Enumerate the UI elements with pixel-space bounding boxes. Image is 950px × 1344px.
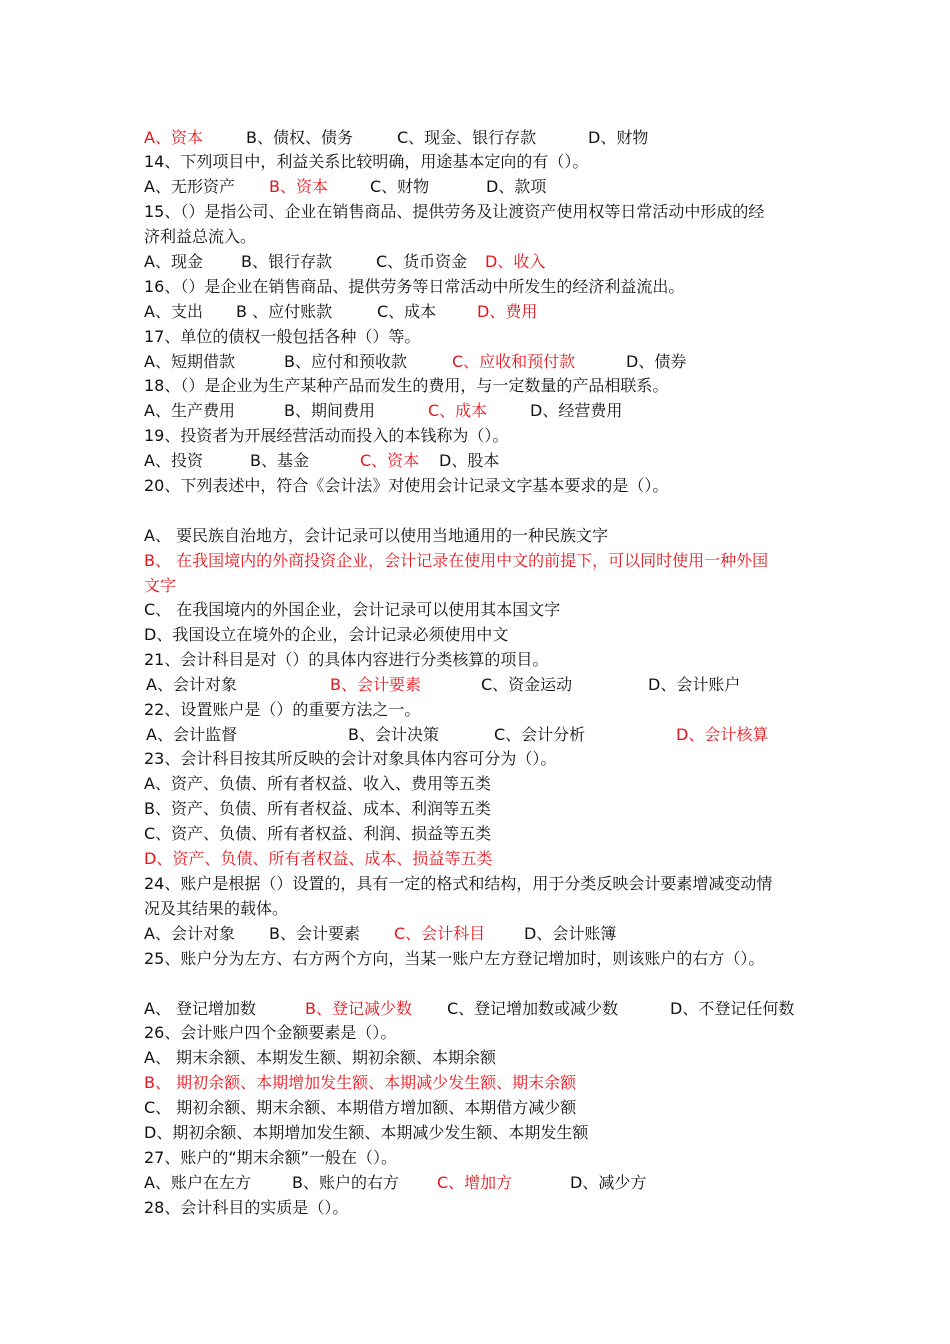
choice-a: A、 期末余额、本期发生额、期初余额、本期余额 (144, 1048, 497, 1067)
option-a: A、现金 (144, 252, 203, 271)
question-text: 18、（）是企业为生产某种产品而发生的费用，与一定数量的产品相联系。 (144, 376, 669, 395)
option-b: B 、应付账款 (236, 302, 333, 321)
option-a: A、支出 (144, 302, 203, 321)
option-a: A、资本 (144, 128, 203, 147)
option-c: C、增加方 (437, 1173, 513, 1192)
option-a: A、短期借款 (144, 352, 235, 371)
question-text: 24、账户是根据（）设置的，具有一定的格式和结构，用于分类反映会计要素增减变动情 (144, 874, 773, 893)
option-c: C、会计科目 (394, 924, 486, 943)
question-text: 27、账户的“期末余额”一般在（）。 (144, 1148, 397, 1167)
option-a: A、账户在左方 (144, 1173, 251, 1192)
choice-d: D、期初余额、本期增加发生额、本期减少发生额、本期发生额 (144, 1123, 589, 1142)
question-text: 15、（）是指公司、企业在销售商品、提供劳务及让渡资产使用权等日常活动中形成的经 (144, 202, 765, 221)
option-c: C、资金运动 (481, 675, 573, 694)
option-a: A、 登记增加数 (144, 999, 257, 1018)
option-b: B、会计要素 (269, 924, 360, 943)
option-b: B、账户的右方 (292, 1173, 399, 1192)
option-a: A、无形资产 (144, 177, 235, 196)
question-text: 19、投资者为开展经营活动而投入的本钱称为（）。 (144, 426, 509, 445)
question-text: 23、会计科目按其所反映的会计对象具体内容可分为（）。 (144, 749, 557, 768)
choice-b: B、资产、负债、所有者权益、成本、利润等五类 (144, 799, 491, 818)
option-c: C、资本 (360, 451, 420, 470)
option-d: D、会计账簿 (524, 924, 617, 943)
option-b: B、应付和预收款 (284, 352, 407, 371)
option-c: C、登记增加数或减少数 (447, 999, 619, 1018)
option-b: B、债权、债务 (246, 128, 353, 147)
question-text: 25、账户分为左方、右方两个方向，当某一账户左方登记增加时，则该账户的右方（）。 (144, 949, 765, 968)
option-a: A、会计对象 (144, 924, 235, 943)
choice-d-answer: D、资产、负债、所有者权益、成本、损益等五类 (144, 849, 493, 868)
option-c: C、会计分析 (494, 725, 586, 744)
question-text: 21、会计科目是对（）的具体内容进行分类核算的项目。 (144, 650, 549, 669)
option-a: A、会计监督 (146, 725, 237, 744)
option-d: D、经营费用 (530, 401, 623, 420)
option-d: D、股本 (439, 451, 500, 470)
option-d: D、会计核算 (676, 725, 769, 744)
question-text: 28、会计科目的实质是（）。 (144, 1198, 349, 1217)
choice-a: A、资产、负债、所有者权益、收入、费用等五类 (144, 774, 491, 793)
question-text: 20、下列表述中，符合《会计法》对使用会计记录文字基本要求的是（）。 (144, 476, 669, 495)
option-a: A、投资 (144, 451, 203, 470)
question-text: 17、单位的债权一般包括各种（）等。 (144, 327, 421, 346)
option-d: D、减少方 (570, 1173, 647, 1192)
option-d: D、会计账户 (648, 675, 741, 694)
option-d: D、不登记任何数 (670, 999, 795, 1018)
choice-c: C、资产、负债、所有者权益、利润、损益等五类 (144, 824, 492, 843)
option-c: C、货币资金 (376, 252, 468, 271)
option-c: C、成本 (428, 401, 488, 420)
option-b: B、资本 (269, 177, 328, 196)
choice-c: C、 期初余额、期末余额、本期借方增加额、本期借方减少额 (144, 1098, 577, 1117)
option-a: A、会计对象 (146, 675, 237, 694)
option-b: B、会计要素 (330, 675, 421, 694)
option-c: C、成本 (377, 302, 437, 321)
choice-d: D、我国设立在境外的企业，会计记录必须使用中文 (144, 625, 509, 644)
option-c: C、财物 (370, 177, 430, 196)
question-text: 22、设置账户是（）的重要方法之一。 (144, 700, 421, 719)
choice-b-continued: 文字 (144, 576, 177, 595)
option-c: C、现金、银行存款 (397, 128, 537, 147)
choice-b-answer: B、 在我国境内的外商投资企业，会计记录在使用中文的前提下，可以同时使用一种外国 (144, 551, 769, 570)
option-d: D、款项 (486, 177, 547, 196)
option-d: D、债券 (626, 352, 687, 371)
question-text-continued: 况及其结果的载体。 (144, 899, 289, 918)
option-b: B、基金 (250, 451, 309, 470)
choice-c: C、 在我国境内的外国企业，会计记录可以使用其本国文字 (144, 600, 561, 619)
option-b: B、登记减少数 (305, 999, 412, 1018)
question-text: 16、（）是企业在销售商品、提供劳务等日常活动中所发生的经济利益流出。 (144, 277, 685, 296)
option-b: B、期间费用 (284, 401, 375, 420)
option-a: A、生产费用 (144, 401, 235, 420)
option-c: C、应收和预付款 (452, 352, 576, 371)
question-text: 14、下列项目中，利益关系比较明确，用途基本定向的有（）。 (144, 152, 589, 171)
choice-b-answer: B、 期初余额、本期增加发生额、本期减少发生额、期末余额 (144, 1073, 577, 1092)
option-b: B、会计决策 (348, 725, 439, 744)
option-d: D、费用 (477, 302, 538, 321)
question-text: 26、会计账户四个金额要素是（）。 (144, 1023, 397, 1042)
option-d: D、收入 (485, 252, 546, 271)
option-b: B、银行存款 (241, 252, 332, 271)
choice-a: A、 要民族自治地方，会计记录可以使用当地通用的一种民族文字 (144, 526, 609, 545)
option-d: D、财物 (588, 128, 649, 147)
question-text-continued: 济利益总流入。 (144, 227, 257, 246)
